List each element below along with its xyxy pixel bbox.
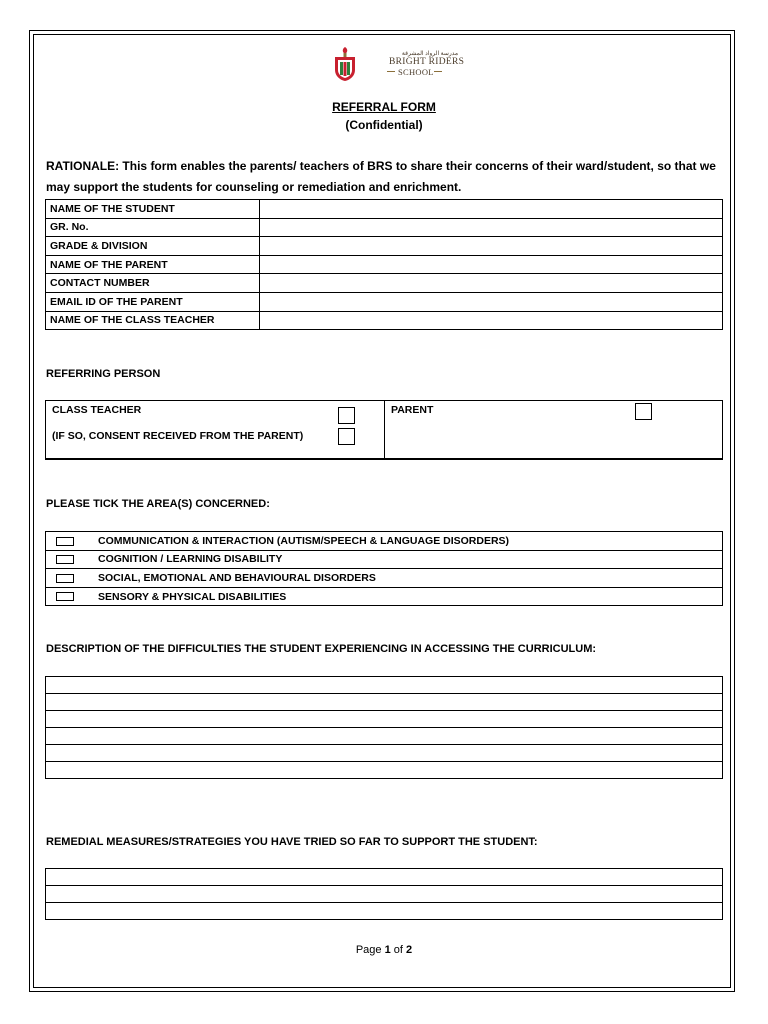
student-field-value[interactable] <box>260 292 723 311</box>
remedial-line[interactable] <box>46 869 723 886</box>
area-label: SOCIAL, EMOTIONAL AND BEHAVIOURAL DISORDERS <box>98 571 376 584</box>
description-heading: DESCRIPTION OF THE DIFFICULTIES THE STUDENT EXPERIENCING IN ACCESSING THE CURRICULUM: <box>46 643 597 655</box>
student-field-value[interactable] <box>260 311 723 330</box>
area-row <box>46 550 723 569</box>
logo-arabic-text: مدرسة الرواد المشرقة <box>401 51 459 57</box>
remedial-heading: REMEDIAL MEASURES/STRATEGIES YOU HAVE TRIED SO FAR TO SUPPORT THE STUDENT: <box>46 836 538 848</box>
consent-label: (IF SO, CONSENT RECEIVED FROM THE PARENT) <box>52 430 304 442</box>
student-field-value[interactable] <box>260 237 723 256</box>
logo-school-word: SCHOOL <box>398 67 434 77</box>
description-line[interactable] <box>46 745 723 762</box>
student-field-label: NAME OF THE CLASS TEACHER <box>46 311 260 330</box>
page-total: 2 <box>406 944 413 956</box>
form-title: REFERRAL FORM <box>332 100 436 114</box>
form-subtitle: (Confidential) <box>345 118 423 132</box>
class-teacher-label: CLASS TEACHER <box>52 404 142 416</box>
remedial-line[interactable] <box>46 903 723 920</box>
student-info-row <box>46 274 723 293</box>
area-checkbox[interactable] <box>56 555 74 564</box>
student-info-row <box>46 255 723 274</box>
student-field-label: GR. No. <box>46 218 260 237</box>
area-label: COGNITION / LEARNING DISABILITY <box>98 553 283 566</box>
school-logo <box>333 46 465 86</box>
areas-heading: PLEASE TICK THE AREA(S) CONCERNED: <box>46 498 270 510</box>
student-field-label: GRADE & DIVISION <box>46 237 260 256</box>
student-field-label: CONTACT NUMBER <box>46 274 260 293</box>
student-field-label: EMAIL ID OF THE PARENT <box>46 292 260 311</box>
area-row <box>46 569 723 588</box>
area-row <box>46 532 723 551</box>
description-line[interactable] <box>46 677 723 694</box>
rationale-text: RATIONALE: This form enables the parents/ teachers of BRS to share their concerns of their ward/student, so that we may support the students for counseling or remediation and enrichment. <box>46 159 716 194</box>
remedial-line[interactable] <box>46 886 723 903</box>
student-info-row <box>46 292 723 311</box>
student-info-row <box>46 311 723 330</box>
parent-label: PARENT <box>391 404 434 416</box>
area-row <box>46 587 723 606</box>
referring-divider <box>384 401 385 459</box>
referring-person-box <box>45 400 723 460</box>
description-line[interactable] <box>46 762 723 779</box>
area-checkbox[interactable] <box>56 537 74 546</box>
description-line[interactable] <box>46 728 723 745</box>
areas-table <box>45 531 723 606</box>
student-info-row <box>46 218 723 237</box>
remedial-lines[interactable] <box>45 868 723 920</box>
page-number <box>0 944 768 956</box>
logo-ornament-right <box>434 71 442 72</box>
referring-heading: REFERRING PERSON <box>46 368 161 380</box>
description-line[interactable] <box>46 694 723 711</box>
area-label: COMMUNICATION & INTERACTION (AUTISM/SPEECH & LANGUAGE DISORDERS) <box>98 534 510 547</box>
student-field-value[interactable] <box>260 200 723 219</box>
description-lines[interactable] <box>45 676 723 779</box>
page-of-word: of <box>393 944 403 956</box>
student-info-row <box>46 200 723 219</box>
class-teacher-checkbox[interactable] <box>338 407 355 424</box>
student-info-table <box>45 199 723 330</box>
student-field-label: NAME OF THE PARENT <box>46 255 260 274</box>
area-checkbox[interactable] <box>56 574 74 583</box>
area-checkbox[interactable] <box>56 592 74 601</box>
school-crest-icon <box>333 46 357 82</box>
page-current: 1 <box>384 944 391 956</box>
logo-ornament-left <box>387 71 395 72</box>
student-info-row <box>46 237 723 256</box>
logo-school-name: BRIGHT RIDERS <box>389 57 465 67</box>
student-field-value[interactable] <box>260 274 723 293</box>
parent-checkbox[interactable] <box>635 403 652 420</box>
student-field-value[interactable] <box>260 218 723 237</box>
page-word: Page <box>355 944 382 956</box>
student-field-value[interactable] <box>260 255 723 274</box>
student-field-label: NAME OF THE STUDENT <box>46 200 260 219</box>
description-line[interactable] <box>46 711 723 728</box>
consent-checkbox[interactable] <box>338 428 355 445</box>
area-label: SENSORY & PHYSICAL DISABILITIES <box>98 590 287 603</box>
